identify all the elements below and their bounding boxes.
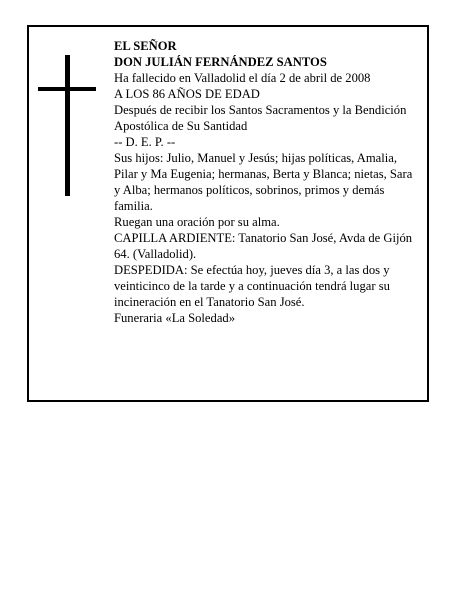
prayer-request: Ruegan una oración por su alma. [114,215,280,229]
funeral-home: Funeraria «La Soledad» [114,311,235,325]
deceased-title: EL SEÑOR [114,39,177,53]
cross-icon-vertical-bar [65,55,70,196]
obituary-text [114,38,418,326]
family-list: Sus hijos: Julio, Manuel y Jesús; hijas políticas, Amalia, Pilar y Ma Eugenia; hermanas, Berta y Blanca; nietas, Sara y Alba; hermanos políticos, sobrinos, primos y demás familia. [114,151,413,213]
rip-line: -- D. E. P. -- [114,135,176,149]
age-info: A LOS 86 AÑOS DE EDAD [114,87,260,101]
death-info: Ha fallecido en Valladolid el día 2 de abril de 2008 [114,71,371,85]
chapel-info: CAPILLA ARDIENTE: Tanatorio San José, Avda de Gijón 64. (Valladolid). [114,231,413,261]
cross-icon-horizontal-bar [38,87,96,91]
sacraments-info: Después de recibir los Santos Sacramentos y la Bendición Apostólica de Su Santidad [114,103,407,133]
deceased-name: DON JULIÁN FERNÁNDEZ SANTOS [114,55,327,69]
farewell-info: DESPEDIDA: Se efectúa hoy, jueves día 3, a las dos y veinticinco de la tarde y a continuación tendrá lugar su incineración en el Tanatorio San José. [114,263,390,309]
